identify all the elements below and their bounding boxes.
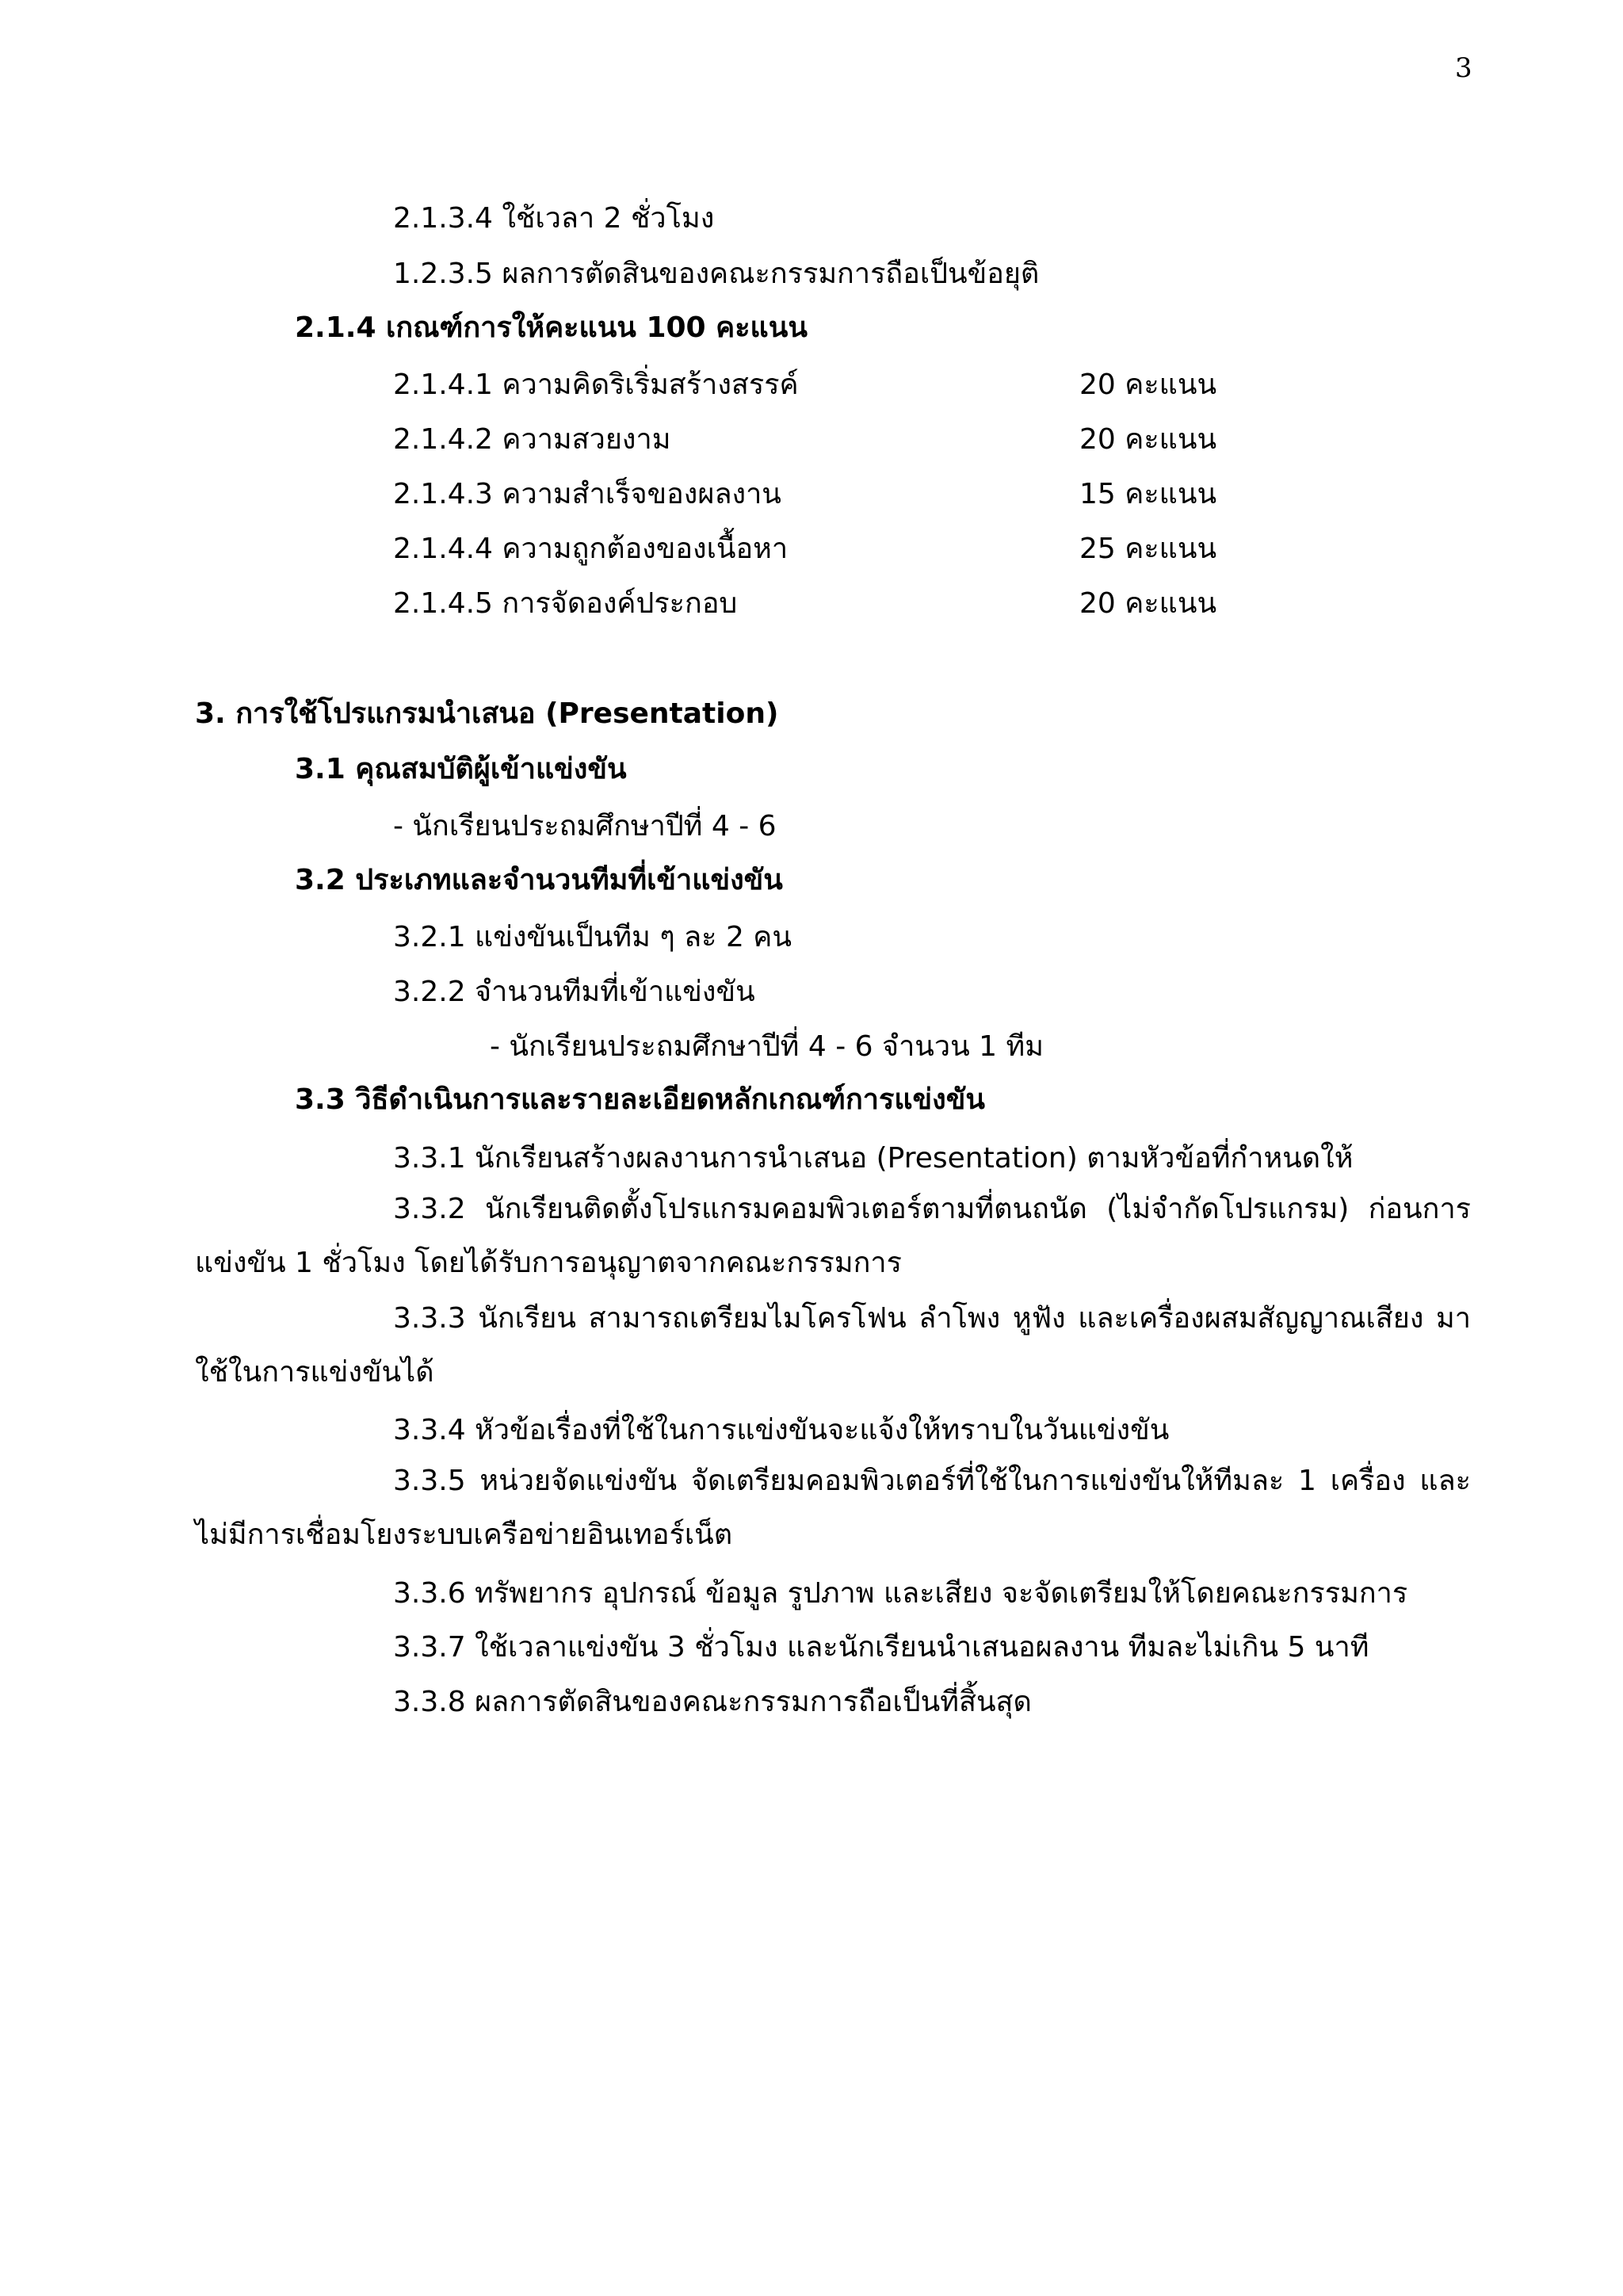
criteria-score: 20 คะแนน xyxy=(1079,423,1217,456)
heading-3-2: 3.2 ประเภทและจำนวนทีมที่เข้าแข่งขัน xyxy=(295,864,783,896)
item-3-3-5-text: 3.3.5 หน่วยจัดแข่งขัน จัดเตรียมคอมพิวเตอร์ที่ใช้ในการแข่งขันให้ทีมละ 1 เครื่อง และไม่มีการเชื่อมโยงระบบเครือข่ายอินเทอร์เน็ต xyxy=(195,1465,1471,1551)
criteria-score: 15 คะแนน xyxy=(1079,478,1217,510)
heading-section-3: 3. การใช้โปรแกรมนำเสนอ (Presentation) xyxy=(195,697,779,730)
heading-3-1: 3.1 คุณสมบัติผู้เข้าแข่งขัน xyxy=(295,753,627,785)
item-3-3-3 xyxy=(195,1292,1471,1400)
criteria-label: 2.1.4.5 การจัดองค์ประกอบ xyxy=(393,587,738,620)
item-3-3-7: 3.3.7 ใช้เวลาแข่งขัน 3 ชั่วโมง และนักเรียนนำเสนอผลงาน ทีมละไม่เกิน 5 นาที xyxy=(393,1631,1369,1664)
item-3-3-5 xyxy=(195,1454,1471,1562)
item-3-3-4: 3.3.4 หัวข้อเรื่องที่ใช้ในการแข่งขันจะแจ้งให้ทราบในวันแข่งขัน xyxy=(393,1414,1170,1446)
criteria-score: 25 คะแนน xyxy=(1079,533,1217,565)
heading-2-1-4: 2.1.4 เกณฑ์การให้คะแนน 100 คะแนน xyxy=(295,311,808,344)
criteria-score: 20 คะแนน xyxy=(1079,369,1217,401)
item-3-2-2-sub: - นักเรียนประถมศึกษาปีที่ 4 - 6 จำนวน 1 ทีม xyxy=(490,1030,1044,1063)
item-3-3-8: 3.3.8 ผลการตัดสินของคณะกรรมการถือเป็นที่สิ้นสุด xyxy=(393,1686,1032,1718)
item-3-2-2: 3.2.2 จำนวนทีมที่เข้าแข่งขัน xyxy=(393,976,755,1008)
item-1-2-3-5: 1.2.3.5 ผลการตัดสินของคณะกรรมการถือเป็นข้อยุติ xyxy=(393,258,1040,290)
item-2-1-3-4: 2.1.3.4 ใช้เวลา 2 ชั่วโมง xyxy=(393,202,715,235)
criteria-label: 2.1.4.1 ความคิดริเริ่มสร้างสรรค์ xyxy=(393,369,799,401)
item-3-3-2-text: 3.3.2 นักเรียนติดตั้งโปรแกรมคอมพิวเตอร์ตามที่ตนถนัด (ไม่จำกัดโปรแกรม) ก่อนการแข่งขัน 1 ชั่วโมง โดยได้รับการอนุญาตจากคณะกรรมการ xyxy=(195,1193,1471,1279)
criteria-score: 20 คะแนน xyxy=(1079,587,1217,620)
criteria-label: 2.1.4.4 ความถูกต้องของเนื้อหา xyxy=(393,533,789,565)
item-3-3-6: 3.3.6 ทรัพยากร อุปกรณ์ ข้อมูล รูปภาพ และเสียง จะจัดเตรียมให้โดยคณะกรรมการ xyxy=(393,1577,1408,1610)
item-3-1: - นักเรียนประถมศึกษาปีที่ 4 - 6 xyxy=(393,810,777,842)
item-3-3-1: 3.3.1 นักเรียนสร้างผลงานการนำเสนอ (Presentation) ตามหัวข้อที่กำหนดให้ xyxy=(393,1142,1354,1175)
criteria-label: 2.1.4.2 ความสวยงาม xyxy=(393,423,671,456)
item-3-2-1: 3.2.1 แข่งขันเป็นทีม ๆ ละ 2 คน xyxy=(393,921,792,953)
criteria-label: 2.1.4.3 ความสำเร็จของผลงาน xyxy=(393,478,781,510)
page-number: 3 xyxy=(1455,52,1472,84)
item-3-3-3-text: 3.3.3 นักเรียน สามารถเตรียมไมโครโฟน ลำโพง หูฟัง และเครื่องผสมสัญญาณเสียง มาใช้ในการแข่งขันได้ xyxy=(195,1302,1471,1389)
item-3-3-2 xyxy=(195,1182,1471,1290)
heading-3-3: 3.3 วิธีดำเนินการและรายละเอียดหลักเกณฑ์การแข่งขัน xyxy=(295,1083,985,1116)
